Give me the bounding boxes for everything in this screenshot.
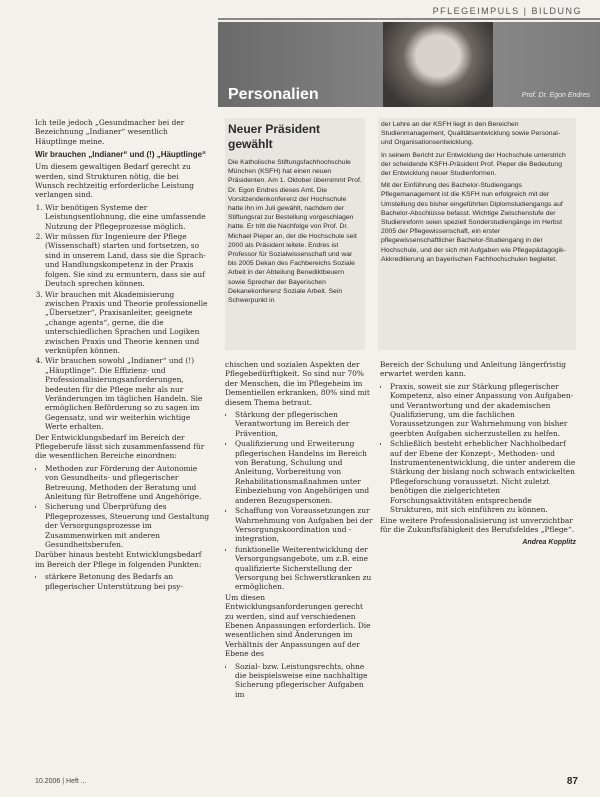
- portrait-photo: [383, 22, 493, 107]
- banner-title: Personalien: [228, 86, 319, 103]
- bullet-list: [380, 382, 576, 515]
- author-signature: Andrea Kopplitz: [522, 539, 576, 547]
- paragraph: Mit der Einführung des Bachelor-Studiengangs Pflegemanagement ist die KSFH nun erfolgreich mit der Umstellung des bisher eingeführten Diplomstudiengangs auf Bachelor-Abschlüsse befasst. Wichtige Zwischenstufe der Studienreform seien speziell Sonderstudiengänge im Herbst 2005 der Pflegewissenschaft, ein erster pflegewissenschaftlicher Bachelor-Studiengang in der Hochschule, und der sich mit Aufgaben wie Pflegepädagogik- Akkreditierung an bayerischen Fachhochschulen begleitet.: [381, 182, 566, 263]
- bullet-list: [225, 662, 373, 700]
- list-item: • Sozial- bzw. Leistungsrechts, ohne die beispielsweise eine nachhaltige Sicherung pflegerischer Aufgaben im: [235, 662, 373, 700]
- list-item: 3. Wir brauchen mit Akademisierung zwischen Praxis und Theorie professionelle „Übersetzer“, Praxisanleiter, geeignete „change agents“, gerne, die die unterschiedlichen Sprachen und Logiken zwischen Praxis und Theorie kennen und verknüpfen können.: [45, 290, 210, 356]
- paragraph: In seinem Bericht zur Entwicklung der Hochschule unterstrich der scheidende KSFH-Präsident Prof. Pieper die Bedeutung der Entwicklung neuer Studienformen.: [381, 151, 566, 178]
- header-rule: [218, 18, 600, 20]
- numbered-list: [35, 203, 210, 432]
- section-header: PFLEGEIMPULS | BILDUNG: [432, 6, 582, 16]
- paragraph: Darüber hinaus besteht Entwicklungsbedarf im Bereich der Pflege in folgenden Punkten:: [35, 550, 202, 569]
- paragraph: Um diesen Entwicklungsanforderungen gerecht zu werden, sind auf verschiedenen Ebenen Anpassungen erforderlich. Die wesentlichen sind Änderungen im Verhältnis der Anpassungen auf der Ebene des: [225, 592, 371, 659]
- list-item: 4. Wir brauchen sowohl „Indianer“ und (!) „Häuptlinge“. Die Effizienz- und Professionalisierungsanforderungen, bedeuten für die Pflege mehr als nur Veränderungen im täglichen Handeln. Sie ermöglichen Beförderung so zu sagen im Gegensatz, und wir weiterhin wichtige Werte erhalten.: [45, 356, 210, 431]
- list-item: • Schaffung von Voraussetzungen zur Wahrnehmung von Aufgaben bei der Versorgungskoordination und -integration,: [235, 506, 373, 544]
- news-box-left: [225, 118, 365, 350]
- list-item: • Schließlich besteht erheblicher Nachholbedarf auf der Ebene der Konzept-, Methoden- und Instrumentenentwicklung, die unter anderem die Stärkung der bislang noch schwach entwickelten Pflegeforschung voraussetzt. Nicht zuletzt benötigen die zielgerichteten Forschungsaktivitäten entsprechende Strukturen, mit sich einführen zu können.: [390, 439, 576, 514]
- issue-label: 10.2006 | Heft ...: [35, 778, 87, 785]
- news-box-right: [378, 118, 576, 350]
- list-item: • Methoden zur Förderung der Autonomie von Gesundheits- und pflegerischer Betreuung, Methoden der Beratung und Anleitung für Betroffene und Angehörige.: [45, 464, 210, 502]
- subheading: Wir brauchen „Indianer“ und (!) „Häuptlinge“: [35, 150, 207, 160]
- paragraph: Um diesem gewaltigen Bedarf gerecht zu werden, sind Strukturen nötig, die bei Wunsch rechtzeitig erforderliche Leistung verlangen sind.: [35, 162, 194, 200]
- paragraph: Bereich der Schulung und Anleitung längerfristig erwartet werden kann.: [380, 360, 567, 379]
- middle-column: [225, 360, 373, 770]
- list-item: 2. Wir müssen für Ingenieure der Pflege (Wissenschaft) starten und fortsetzen, so sind in unserem Land, dass sie die Sprach- und Handlungskompetenz in der Praxis folgen. Sie sind zu ermuntern, dass sie auf Deutsch sprechen können.: [45, 232, 210, 288]
- personalien-banner: [218, 22, 600, 107]
- paragraph: Der Entwicklungsbedarf im Bereich der Pflegeberufe lässt sich zusammenfassend für die wesentlichen Bereiche einordnen:: [35, 432, 205, 461]
- list-item: • stärkere Betonung des Bedarfs an pflegerischer Unterstützung bei psy-: [45, 572, 210, 591]
- left-column: [35, 118, 210, 770]
- paragraph: Eine weitere Professionalisierung ist unverzichtbar für die Zukunftsfähigkeit des Berufsfeldes „Pflege“.: [380, 515, 575, 534]
- list-item: 1. Wir benötigen Systeme der Leistungsentlohnung, die eine umfassende Nutzung der Pflegeprozesse möglich.: [45, 203, 210, 231]
- paragraph: chischen und sozialen Aspekten der Pflegebedürftigkeit. So sind nur 70% der Menschen, die im Pflegeheim im Dementiellen erkranken, 80% sind mit diesem Thema betraut.: [225, 360, 370, 407]
- paragraph: Die Katholische Stiftungsfachhochschule München (KSFH) hat einen neuen Präsidenten. Am 1. Oktober übernimmt Prof. Dr. Egon Endres dieses Amt. Die Vorsitzendenkonferenz der Hochschule hatte ihn im Juli gewählt, nachdem der Stiftungsrat zur Bestellung vorgeschlagen hatte. Er tritt die Nachfolge von Prof. Dr. Michael Pieper an, der die Hochschule seit 2000 als Präsident leitete. Endres ist Professor für Sozialwissenschaft und war bis 2005 Dekan des Fachbereichs Soziale Arbeit in der Abteilung Benediktbeuern sowie Sprecher der Bayerischen Dekanekonferenz Soziale Arbeit. Sein Schwerpunkt in: [228, 159, 362, 305]
- bullet-list: [35, 464, 210, 550]
- photo-credit: Prof. Dr. Egon Endres: [521, 92, 590, 99]
- list-item: • Sicherung und Überprüfung des Pflegeprozesses, Steuerung und Gestaltung der Versorgungsprozesse im Zusammenwirken mit anderen Gesundheitsberufen.: [45, 502, 210, 549]
- list-item: • Praxis, soweit sie zur Stärkung pflegerischer Kompetenz, also einer Anpassung von Aufgaben- und Verantwortung und der akademischen Qualifizierung, um die fachlichen Voraussetzungen zur Wahrnehmung von bisher geerbten Aufgaben sicherzustellen zu helfen.: [390, 382, 576, 438]
- paragraph: der Lehre an der KSFH liegt in den Bereichen Studienmanagement, Qualitätsentwicklung sowie Personal- und Organisationsentwicklung.: [381, 121, 561, 147]
- page-number: 87: [566, 776, 578, 787]
- bullet-list: [225, 410, 373, 592]
- list-item: • Stärkung der pflegerischen Verantwortung im Bereich der Prävention,: [235, 410, 373, 438]
- right-column: [380, 360, 576, 755]
- bullet-list: [35, 572, 210, 591]
- paragraph: Ich teile jedoch „Gesundmacher bei der Bezeichnung „Indianer“ wesentlich Häuptlinge meine.: [35, 118, 185, 146]
- list-item: • Qualifizierung und Erweiterung pflegerischen Handelns im Bereich von Beratung, Schulung und Anleitung, Vorbereitung von Rehabilitationsmaßnahmen unter Einbeziehung von Angehörigen und anderen Bezugspersonen.: [235, 439, 373, 505]
- news-heading: Neuer Präsident gewählt: [228, 122, 321, 151]
- list-item: • funktionelle Weiterentwicklung der Versorgungsangebote, um z.B. eine qualifizierte Sicherstellung der Versorgung bei Schwerstkranken zu ermöglichen.: [235, 545, 373, 592]
